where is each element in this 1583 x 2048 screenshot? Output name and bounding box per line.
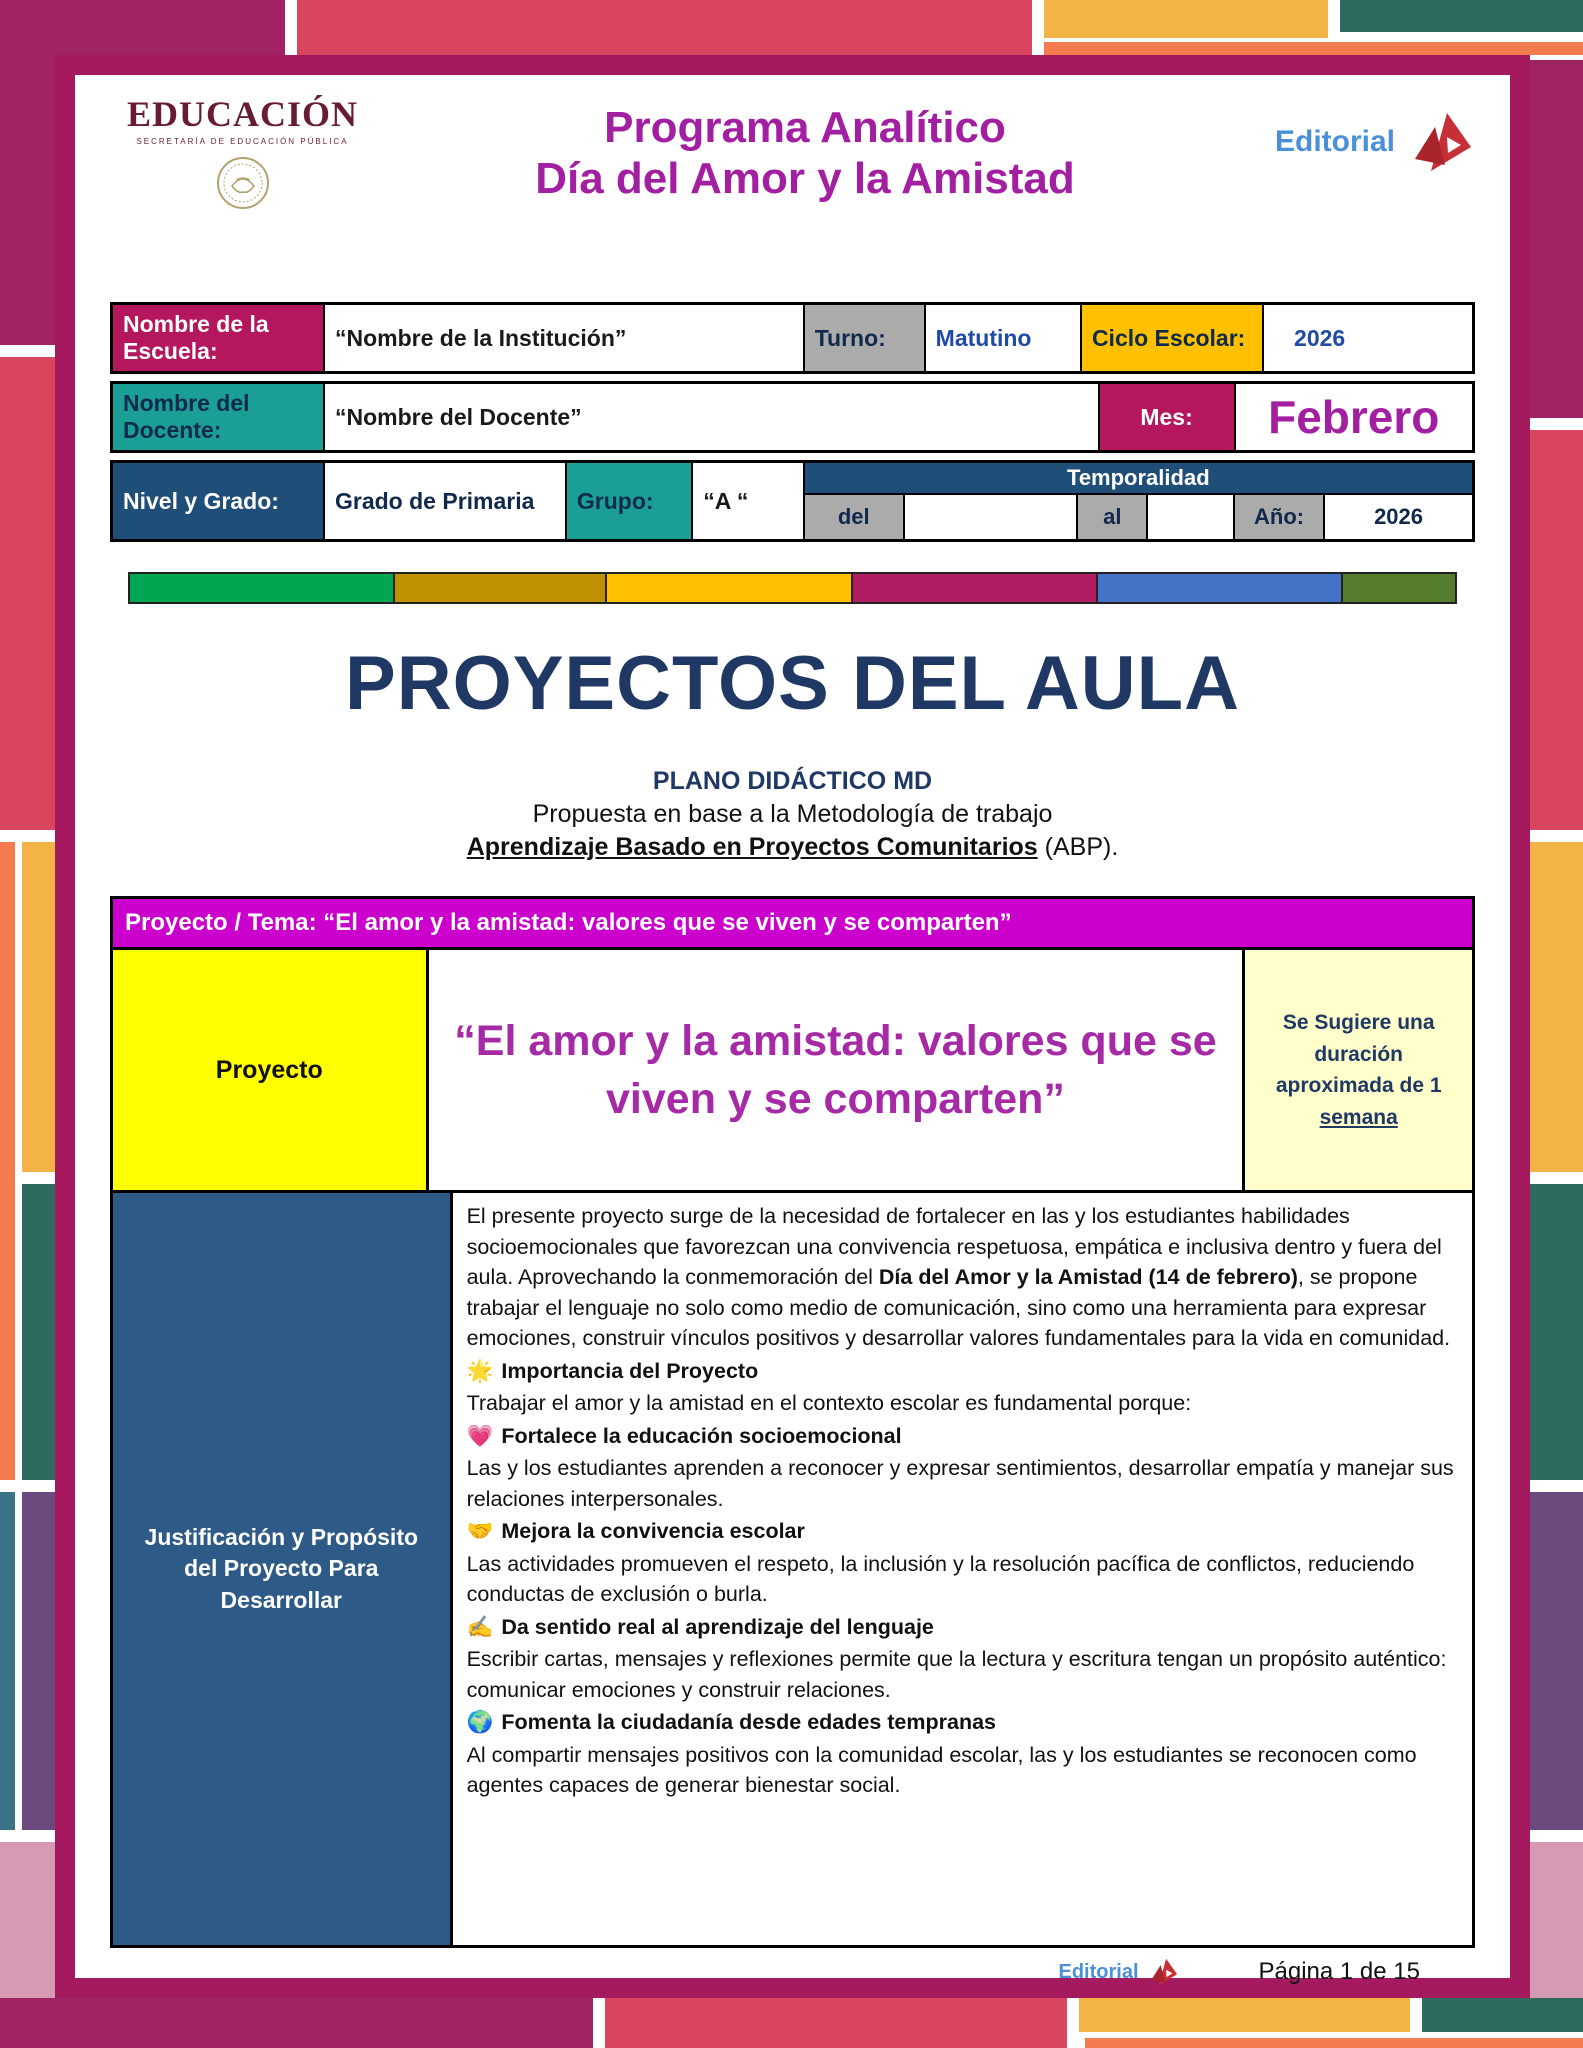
level-info-row bbox=[110, 460, 1475, 542]
page-number: Página 1 de 15 bbox=[1258, 1958, 1420, 1985]
mosaic-tile bbox=[1528, 1492, 1583, 1830]
project-title-cell bbox=[429, 950, 1243, 1190]
group-label: Grupo: bbox=[576, 487, 654, 514]
color-bar-segment bbox=[853, 574, 1098, 602]
globe-icon: 🌍 bbox=[466, 1710, 494, 1735]
project-duration-cell bbox=[1242, 950, 1472, 1190]
school-info-row bbox=[110, 302, 1475, 374]
month-value-cell bbox=[1236, 384, 1472, 450]
month-label: Mes: bbox=[1140, 403, 1193, 430]
from-value bbox=[905, 495, 1078, 539]
school-value: “Nombre de la Institución” bbox=[335, 324, 627, 351]
justification-paragraph: Al compartir mensajes positivos con la comunidad escolar, las y los estudiantes se reconocen como agentes capaces de generar bienestar social. bbox=[466, 1742, 1417, 1798]
teacher-label: Nombre del Docente: bbox=[123, 390, 250, 443]
group-value: “A “ bbox=[703, 487, 749, 514]
shift-label: Turno: bbox=[814, 324, 886, 351]
document-title-line2: Día del Amor y la Amistad bbox=[535, 153, 1075, 203]
temporality-cell bbox=[805, 463, 1472, 539]
mosaic-tile bbox=[1528, 1842, 1583, 1998]
level-label: Nivel y Grado: bbox=[123, 487, 279, 514]
footer-md-triangle-icon bbox=[1145, 1956, 1179, 1988]
color-bar-segment bbox=[395, 574, 607, 602]
mosaic-tile bbox=[1044, 0, 1328, 38]
mosaic-tile bbox=[1528, 430, 1583, 830]
cycle-label: Ciclo Escolar: bbox=[1091, 324, 1246, 351]
teacher-label-cell bbox=[113, 384, 325, 450]
teacher-info-row bbox=[110, 381, 1475, 453]
mosaic-tile bbox=[605, 1998, 1067, 2048]
section-subtitle-2: Propuesta en base a la Metodología de trabajo bbox=[532, 800, 1053, 828]
school-value-cell bbox=[325, 305, 805, 371]
color-bar bbox=[128, 572, 1457, 604]
mosaic-tile bbox=[1528, 60, 1583, 418]
sep-seal-icon bbox=[214, 154, 272, 212]
month-label-cell bbox=[1100, 384, 1236, 450]
mosaic-tile bbox=[1422, 1998, 1583, 2032]
footer-editorial-md-logo bbox=[1059, 1956, 1179, 1988]
color-bar-segment bbox=[1343, 574, 1455, 602]
justification-paragraph: Las actividades promueven el respeto, la inclusión y la resolución pacífica de conflictos, reduciendo conductas de exclusión o burla. bbox=[466, 1551, 1415, 1607]
shift-value-cell bbox=[926, 305, 1082, 371]
project-duration bbox=[1253, 1007, 1464, 1133]
project-row bbox=[110, 950, 1475, 1193]
month-value: Febrero bbox=[1268, 391, 1440, 443]
justification-paragraph: El presente proyecto surge de la necesidad de fortalecer en las y los estudiantes habilidades socioemocionales que favorezcan una convivencia respetuosa, empática e inclusiva dentro y fuera del aula. Aprovechando la conmemoración del Día del Amor y la Amistad (14 de febrero), se propone trabajar el lenguaje no solo como medio de comunicación, sino como una herramienta para expresar emociones, construir vínculos positivos y desarrollar valores fundamentales para la vida en comunidad. bbox=[466, 1204, 1451, 1351]
color-bar-segment bbox=[1098, 574, 1343, 602]
justification-heading: 🌟 Importancia del Proyecto bbox=[466, 1358, 759, 1383]
editorial-wordmark: Editorial bbox=[1274, 125, 1395, 158]
justification-paragraph: Escribir cartas, mensajes y reflexiones permite que la lectura y escritura tengan un propósito auténtico: comunicar emociones y construir relaciones. bbox=[466, 1647, 1447, 1702]
justification-paragraph: Las y los estudiantes aprenden a reconocer y expresar sentimientos, desarrollar empatía y manejar sus relaciones interpersonales. bbox=[466, 1456, 1454, 1511]
justification-heading: ✍️ Da sentido real al aprendizaje del lenguaje bbox=[466, 1614, 934, 1639]
mosaic-tile bbox=[0, 842, 15, 1480]
document-title bbox=[375, 85, 1235, 204]
teacher-value-cell bbox=[325, 384, 1100, 450]
group-value-cell bbox=[693, 463, 804, 539]
mosaic-tile bbox=[0, 0, 62, 345]
mosaic-tile bbox=[1079, 1998, 1410, 2032]
document-page bbox=[55, 55, 1530, 1998]
abp-suffix: (ABP). bbox=[1037, 833, 1119, 861]
shift-value: Matutino bbox=[935, 324, 1032, 351]
justification-heading: 🌍 Fomenta la ciudadanía desde edades tempranas bbox=[466, 1710, 997, 1735]
justification-label: Justificación y Propósito del Proyecto Para Desarrollar bbox=[113, 1193, 453, 1945]
level-value-cell bbox=[325, 463, 567, 539]
group-label-cell bbox=[567, 463, 693, 539]
mosaic-tile bbox=[1340, 0, 1583, 32]
temporality-row bbox=[805, 495, 1472, 539]
mosaic-tile bbox=[1528, 1184, 1583, 1480]
sep-subtitle: SECRETARÍA DE EDUCACIÓN PÚBLICA bbox=[136, 137, 349, 146]
heart-icon: 💗 bbox=[466, 1423, 494, 1448]
sep-educacion-logo bbox=[110, 85, 375, 217]
mosaic-tile bbox=[1528, 842, 1583, 1172]
section-subtitle-1: PLANO DIDÁCTICO MD bbox=[652, 767, 933, 795]
section-main-title: PROYECTOS DEL AULA bbox=[345, 641, 1240, 726]
project-row-label: Proyecto bbox=[113, 950, 429, 1190]
justification-heading: 🤝 Mejora la convivencia escolar bbox=[466, 1519, 805, 1544]
school-label-cell bbox=[113, 305, 325, 371]
section-subtitle-3 bbox=[110, 833, 1475, 862]
sep-wordmark: EDUCACIÓN bbox=[126, 94, 358, 134]
md-triangle-icon bbox=[1401, 107, 1475, 177]
year-value: 2026 bbox=[1374, 504, 1424, 529]
level-value: Grado de Primaria bbox=[335, 487, 535, 514]
sparkle-icon: 🌟 bbox=[466, 1358, 494, 1383]
to-label: al bbox=[1078, 495, 1148, 539]
duration-underlined: semana bbox=[1319, 1105, 1398, 1129]
cycle-value-cell bbox=[1264, 305, 1472, 371]
year-label: Año: bbox=[1235, 495, 1325, 539]
shift-label-cell bbox=[805, 305, 926, 371]
justification-row bbox=[110, 1193, 1475, 1948]
mosaic-tile bbox=[1085, 2038, 1583, 2048]
mosaic-tile bbox=[297, 0, 1032, 55]
color-bar-segment bbox=[130, 574, 395, 602]
justification-paragraph: Trabajar el amor y la amistad en el contexto escolar es fundamental porque: bbox=[466, 1391, 1192, 1416]
school-label: Nombre de la Escuela: bbox=[123, 311, 269, 364]
duration-text: Se Sugiere una duración aproximada de 1 bbox=[1275, 1011, 1442, 1097]
footer-editorial-wordmark: Editorial bbox=[1058, 1960, 1139, 1983]
mosaic-tile bbox=[0, 1842, 62, 1998]
justification-heading: 💗 Fortalece la educación socioemocional bbox=[466, 1423, 902, 1448]
document-title-line1: Programa Analítico bbox=[604, 103, 1006, 152]
from-label: del bbox=[805, 495, 905, 539]
page-header bbox=[110, 85, 1475, 250]
mosaic-tile bbox=[0, 1492, 15, 1830]
cycle-value: 2026 bbox=[1294, 324, 1346, 351]
cycle-label-cell bbox=[1082, 305, 1264, 371]
page-footer bbox=[110, 1956, 1475, 1988]
justification-content bbox=[453, 1193, 1472, 1945]
editorial-md-logo bbox=[1235, 85, 1475, 177]
mosaic-tile bbox=[0, 357, 62, 830]
handshake-icon: 🤝 bbox=[466, 1519, 494, 1544]
teacher-value: “Nombre del Docente” bbox=[335, 403, 582, 430]
temporality-header: Temporalidad bbox=[805, 463, 1472, 495]
level-label-cell bbox=[113, 463, 325, 539]
project-theme-bar: Proyecto / Tema: “El amor y la amistad: valores que se viven y se comparten” bbox=[110, 896, 1475, 950]
writing-hand-icon: ✍️ bbox=[466, 1614, 494, 1639]
abp-methodology-label: Aprendizaje Basado en Proyectos Comunitarios bbox=[466, 833, 1038, 861]
color-bar-segment bbox=[607, 574, 852, 602]
mosaic-tile bbox=[1044, 42, 1583, 55]
to-value bbox=[1148, 495, 1235, 539]
mosaic-tile bbox=[0, 1998, 593, 2048]
project-title: “El amor y la amistad: valores que se viven y se comparten” bbox=[454, 1016, 1217, 1123]
